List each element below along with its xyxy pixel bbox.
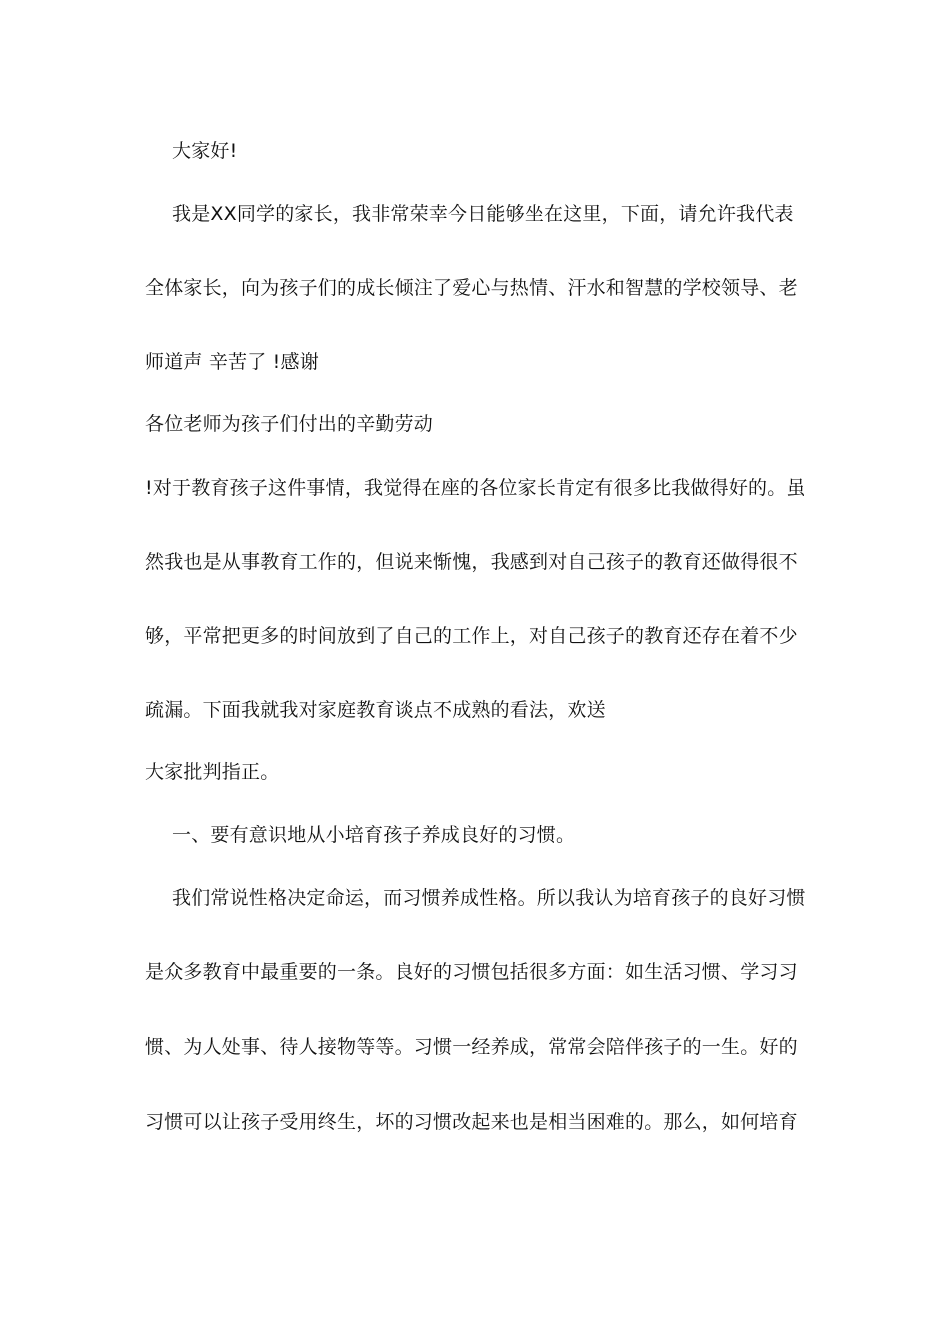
paragraph-line: 疏漏。下面我就我对家庭教育谈点不成熟的看法，欢送 (145, 699, 606, 721)
greeting-line: 大家好! (172, 140, 238, 162)
paragraph-line: 是众多教育中最重要的一条。良好的习惯包括很多方面：如生活习惯、学习习 (145, 961, 798, 983)
paragraph-line: 够，平常把更多的时间放到了自己的工作上，对自己孩子的教育还存在着不少 (145, 625, 798, 647)
paragraph-line: 习惯可以让孩子受用终生，坏的习惯改起来也是相当困难的。那么，如何培育 (145, 1111, 798, 1133)
paragraph-line: 全体家长，向为孩子们的成长倾注了爱心与热情、汗水和智慧的学校领导、老 (145, 277, 798, 299)
paragraph-line: 师道声 辛苦了 !感谢 (145, 351, 319, 373)
paragraph-line: 大家批判指正。 (145, 761, 280, 783)
paragraph-line: 各位老师为孩子们付出的辛勤劳动 (145, 413, 434, 435)
paragraph-line: 我们常说性格决定命运，而习惯养成性格。所以我认为培育孩子的良好习惯 (172, 887, 806, 909)
section-heading: 一、要有意识地从小培育孩子养成良好的习惯。 (172, 824, 576, 846)
paragraph-line: !对于教育孩子这件事情，我觉得在座的各位家长肯定有很多比我做得好的。虽 (145, 477, 806, 499)
paragraph-line: 然我也是从事教育工作的，但说来惭愧，我感到对自己孩子的教育还做得很不 (145, 551, 798, 573)
paragraph-line: 我是XX同学的家长，我非常荣幸今日能够坐在这里，下面，请允许我代表 (172, 203, 794, 225)
paragraph-line: 惯、为人处事、待人接物等等。习惯一经养成，常常会陪伴孩子的一生。好的 (145, 1036, 798, 1058)
